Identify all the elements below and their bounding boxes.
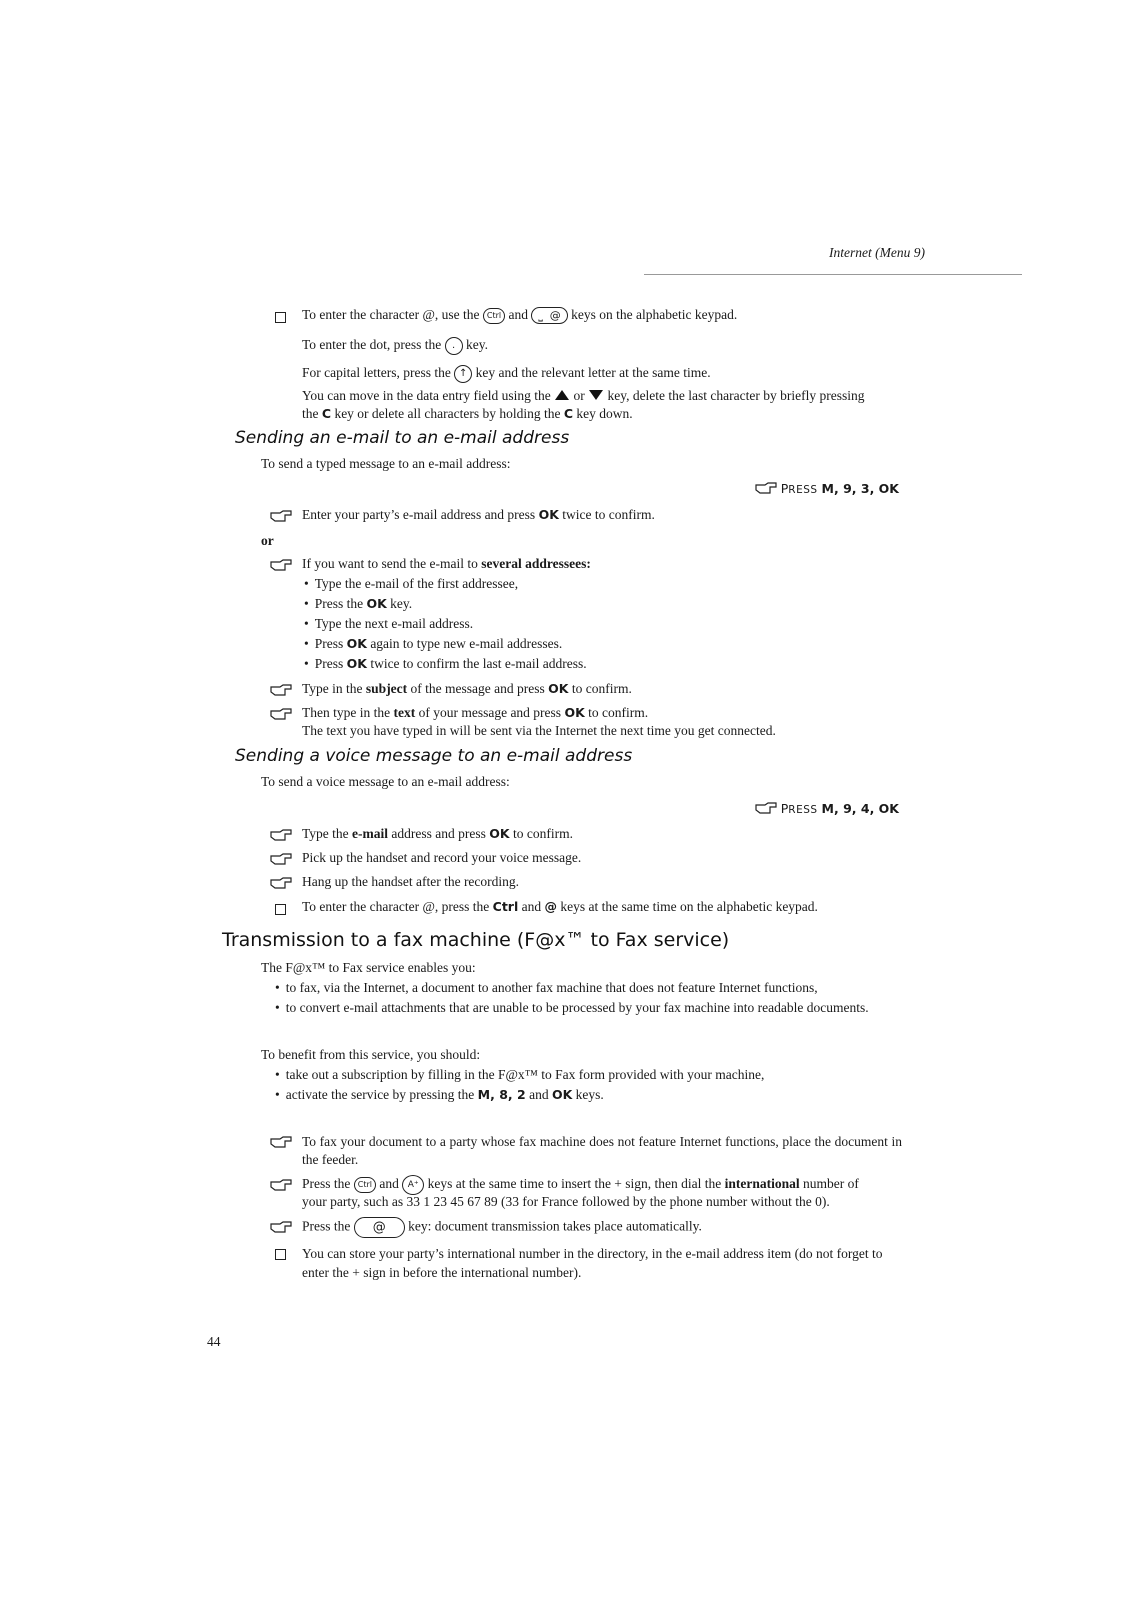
or-label: or (261, 533, 274, 548)
ctrl-key-icon: Ctrl (483, 308, 505, 324)
intro-line-5: the C key or delete all characters by holding the C key down. (302, 406, 633, 421)
list-item: • Press the OK key. (304, 596, 413, 611)
pointing-hand-icon (755, 802, 777, 814)
voice-step-1: Type the e-mail address and press OK to confirm. (302, 826, 573, 841)
at-key-icon: @ (354, 1217, 405, 1238)
voice-note: To enter the character @, press the Ctrl and @ keys at the same time on the alphabetic keypad. (302, 899, 818, 914)
voice-section-intro: To send a voice message to an e-mail address: (261, 774, 510, 789)
page-number: 44 (207, 1334, 221, 1349)
intro-line-3: For capital letters, press the ↑ key and the relevant letter at the same time. (302, 365, 711, 383)
email-step-1: Enter your party’s e-mail address and press OK twice to confirm. (302, 507, 655, 522)
ctrl-key-icon: Ctrl (354, 1177, 376, 1193)
voice-step-3: Hang up the handset after the recording. (302, 874, 520, 889)
pointing-hand-icon (270, 1135, 292, 1149)
email-section-heading: Sending an e-mail to an e-mail address (235, 428, 570, 448)
pointing-hand-icon (755, 482, 777, 494)
up-arrow-icon (554, 389, 570, 401)
email-step-4: Then type in the text of your message and press OK to confirm. (302, 705, 649, 720)
header-rule (644, 274, 1022, 275)
intro-line-4: You can move in the data entry field using the or key, delete the last character by briefly pressing (302, 388, 865, 403)
fax-note: You can store your party’s international number in the directory, in the e-mail address item (do not forget to enter the + sign in before the international number). (302, 1246, 883, 1280)
pointing-hand-icon (270, 558, 292, 572)
list-item: • Press OK again to type new e-mail addresses. (304, 636, 563, 651)
plus-key-icon: A⁺ (402, 1175, 424, 1195)
down-arrow-icon (588, 389, 604, 401)
pointing-hand-icon (270, 828, 292, 842)
pointing-hand-icon (270, 683, 292, 697)
fax-section-intro: The F@x™ to Fax service enables you: (261, 960, 476, 975)
list-item: • to convert e-mail attachments that are unable to be processed by your fax machine into readable documents. (275, 1000, 869, 1015)
pointing-hand-icon (270, 876, 292, 890)
note-checkbox (275, 903, 286, 919)
list-item: • take out a subscription by filling in the F@x™ to Fax form provided with your machine, (275, 1067, 765, 1082)
fax-step-1: To fax your document to a party whose fax machine does not feature Internet functions, place the document in the feeder. (302, 1134, 902, 1167)
fax-section-heading: Transmission to a fax machine (F@x™ to Fax service) (222, 929, 730, 951)
fax-benefit-intro: To benefit from this service, you should: (261, 1047, 481, 1062)
intro-line-2: To enter the dot, press the . key. (302, 337, 488, 355)
voice-step-2: Pick up the handset and record your voice message. (302, 850, 582, 865)
running-header: Internet (Menu 9) (829, 245, 925, 260)
pointing-hand-icon (270, 1220, 292, 1234)
fax-step-2-cont: your party, such as 33 1 23 45 67 89 (33 for France followed by the phone number without the 0). (302, 1194, 830, 1209)
space-at-key-icon: ⎵ @ (531, 307, 567, 324)
pointing-hand-icon (270, 1178, 292, 1192)
c-key-label: C (321, 406, 332, 421)
fax-step-3: Press the @ key: document transmission takes place automatically. (302, 1217, 702, 1238)
c-key-label: C (563, 406, 574, 421)
list-item: • to fax, via the Internet, a document to another fax machine that does not feature Internet functions, (275, 980, 818, 995)
email-step-2: If you want to send the e-mail to several addressees: (302, 556, 591, 571)
email-section-intro: To send a typed message to an e-mail address: (261, 456, 511, 471)
pointing-hand-icon (270, 852, 292, 866)
pointing-hand-icon (270, 707, 292, 721)
intro-line-1: To enter the character @, use the Ctrl and ⎵ @ keys on the alphabetic keypad. (302, 307, 738, 323)
dot-key-icon: . (445, 337, 463, 355)
note-checkbox (275, 311, 286, 327)
email-step-3: Type in the subject of the message and press OK to confirm. (302, 681, 632, 696)
list-item: • activate the service by pressing the M, 8, 2 and OK keys. (275, 1087, 604, 1102)
press-instruction-voice: PRESS M, 9, 4, OK (755, 801, 899, 816)
fax-step-2: Press the Ctrl and A⁺ keys at the same time to insert the + sign, then dial the international number of (302, 1175, 859, 1195)
voice-section-heading: Sending a voice message to an e-mail address (235, 746, 633, 766)
email-step-4-note: The text you have typed in will be sent via the Internet the next time you get connected. (302, 723, 776, 738)
list-item: • Press OK twice to confirm the last e-mail address. (304, 656, 587, 671)
list-item: • Type the next e-mail address. (304, 616, 474, 631)
shift-key-icon: ↑ (454, 365, 472, 383)
pointing-hand-icon (270, 509, 292, 523)
list-item: • Type the e-mail of the first addressee, (304, 576, 519, 591)
press-instruction-email: PRESS M, 9, 3, OK (755, 481, 899, 496)
note-checkbox (275, 1248, 286, 1264)
